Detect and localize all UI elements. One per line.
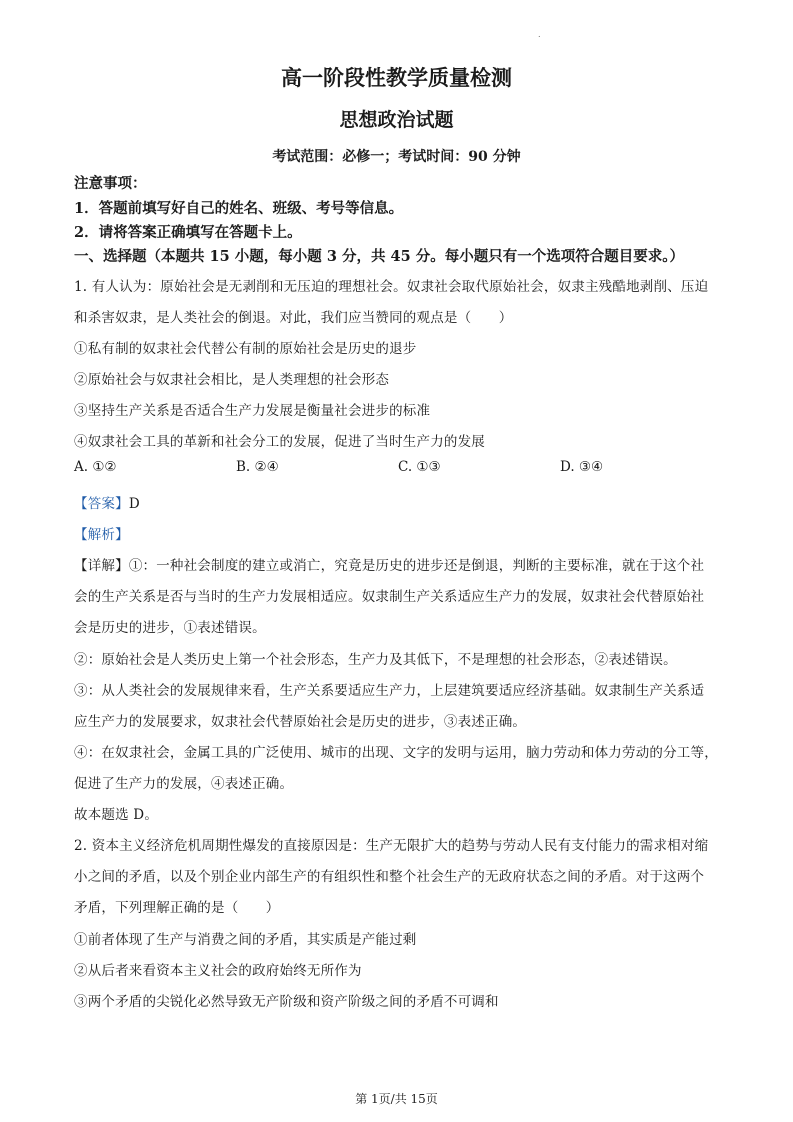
answer-value: D (128, 496, 140, 512)
q1-statement-1: ①私有制的奴隶社会代替公有制的原始社会是历史的退步 (74, 341, 417, 357)
scan-dot: . (538, 30, 541, 39)
exam-title: 高一阶段性教学质量检测 (281, 65, 512, 90)
q1-detail-line-9: 故本题选 D。 (74, 807, 159, 823)
q1-statement-2: ②原始社会与奴隶社会相比，是人类理想的社会形态 (74, 372, 390, 388)
q1-option-b: B. ②④ (236, 459, 279, 475)
q1-detail-line-2: 会的生产关系是否与当时的生产力发展相适应。奴隶制生产关系适应生产力的发展，奴隶社会代替原始社 (74, 589, 705, 605)
q1-option-c: C. ①③ (398, 459, 441, 475)
q1-detail-line-6: 应生产力的发展要求，奴隶社会代替原始社会是历史的进步，③表述正确。 (74, 714, 527, 730)
q2-statement-2: ②从后者来看资本主义社会的政府始终无所作为 (74, 963, 362, 979)
q1-detail-line-7: ④：在奴隶社会，金属工具的广泛使用、城市的出现、文字的发明与运用，脑力劳动和体力劳动的分工等， (74, 745, 718, 761)
q2-stem-line-2: 小之间的矛盾，以及个别企业内部生产的有组织性和整个社会生产的无政府状态之间的矛盾。对于这两个 (74, 869, 705, 885)
q1-statement-3: ③坚持生产关系是否适合生产力发展是衡量社会进步的标准 (74, 403, 431, 419)
section-heading: 一、选择题（本题共 15 小题，每小题 3 分，共 45 分。每小题只有一个选项符合题目要求。） (74, 248, 684, 265)
q2-stem-line-3: 矛盾，下列理解正确的是（ ） (74, 900, 280, 916)
page-number: 第 1页/共 15页 (355, 1092, 438, 1106)
notice-heading: 注意事项： (74, 175, 147, 192)
notice-item-2: 2．请将答案正确填写在答题卡上。 (74, 224, 302, 241)
detail-label: 【详解】 (74, 558, 129, 574)
q2-stem-line-1: 2. 资本主义经济危机周期性爆发的直接原因是：生产无限扩大的趋势与劳动人民有支付能力的需求相对缩 (74, 838, 709, 854)
answer-label: 【答案】 (74, 496, 129, 512)
q1-statement-4: ④奴隶社会工具的革新和社会分工的发展，促进了当时生产力的发展 (74, 434, 485, 450)
q1-detail-line-4: ②：原始社会是人类历史上第一个社会形态，生产力及其低下，不是理想的社会形态，②表述错误。 (74, 652, 677, 668)
q1-detail-line-5: ③：从人类社会的发展规律来看，生产关系要适应生产力，上层建筑要适应经济基础。奴隶制生产关系适 (74, 683, 705, 699)
analysis-label: 【解析】 (74, 527, 129, 543)
q1-detail-line-8: 促进了生产力的发展，④表述正确。 (74, 776, 294, 792)
exam-scope: 考试范围：必修一；考试时间：90 分钟 (272, 149, 521, 165)
q2-statement-1: ①前者体现了生产与消费之间的矛盾，其实质是产能过剩 (74, 932, 417, 948)
q1-stem-line-1: 1. 有人认为：原始社会是无剥削和无压迫的理想社会。奴隶社会取代原始社会，奴隶主残酷地剥削、压迫 (74, 279, 709, 295)
q1-stem-line-2: 和杀害奴隶，是人类社会的倒退。对此，我们应当赞同的观点是（ ） (74, 310, 513, 326)
q1-option-d: D. ③④ (560, 459, 604, 475)
notice-item-1: 1．答题前填写好自己的姓名、班级、考号等信息。 (74, 200, 404, 217)
q2-statement-3: ③两个矛盾的尖锐化必然导致无产阶级和资产阶级之间的矛盾不可调和 (74, 994, 499, 1010)
q1-detail-line-3: 会是历史的进步，①表述错误。 (74, 620, 266, 636)
q1-detail-line-1: 【详解】①：一种社会制度的建立或消亡，究竟是历史的进步还是倒退，判断的主要标准，就在于这个社 (74, 558, 705, 574)
q1-option-a: A. ①② (74, 459, 117, 475)
exam-subtitle: 思想政治试题 (339, 109, 454, 131)
q1-answer (74, 492, 140, 512)
